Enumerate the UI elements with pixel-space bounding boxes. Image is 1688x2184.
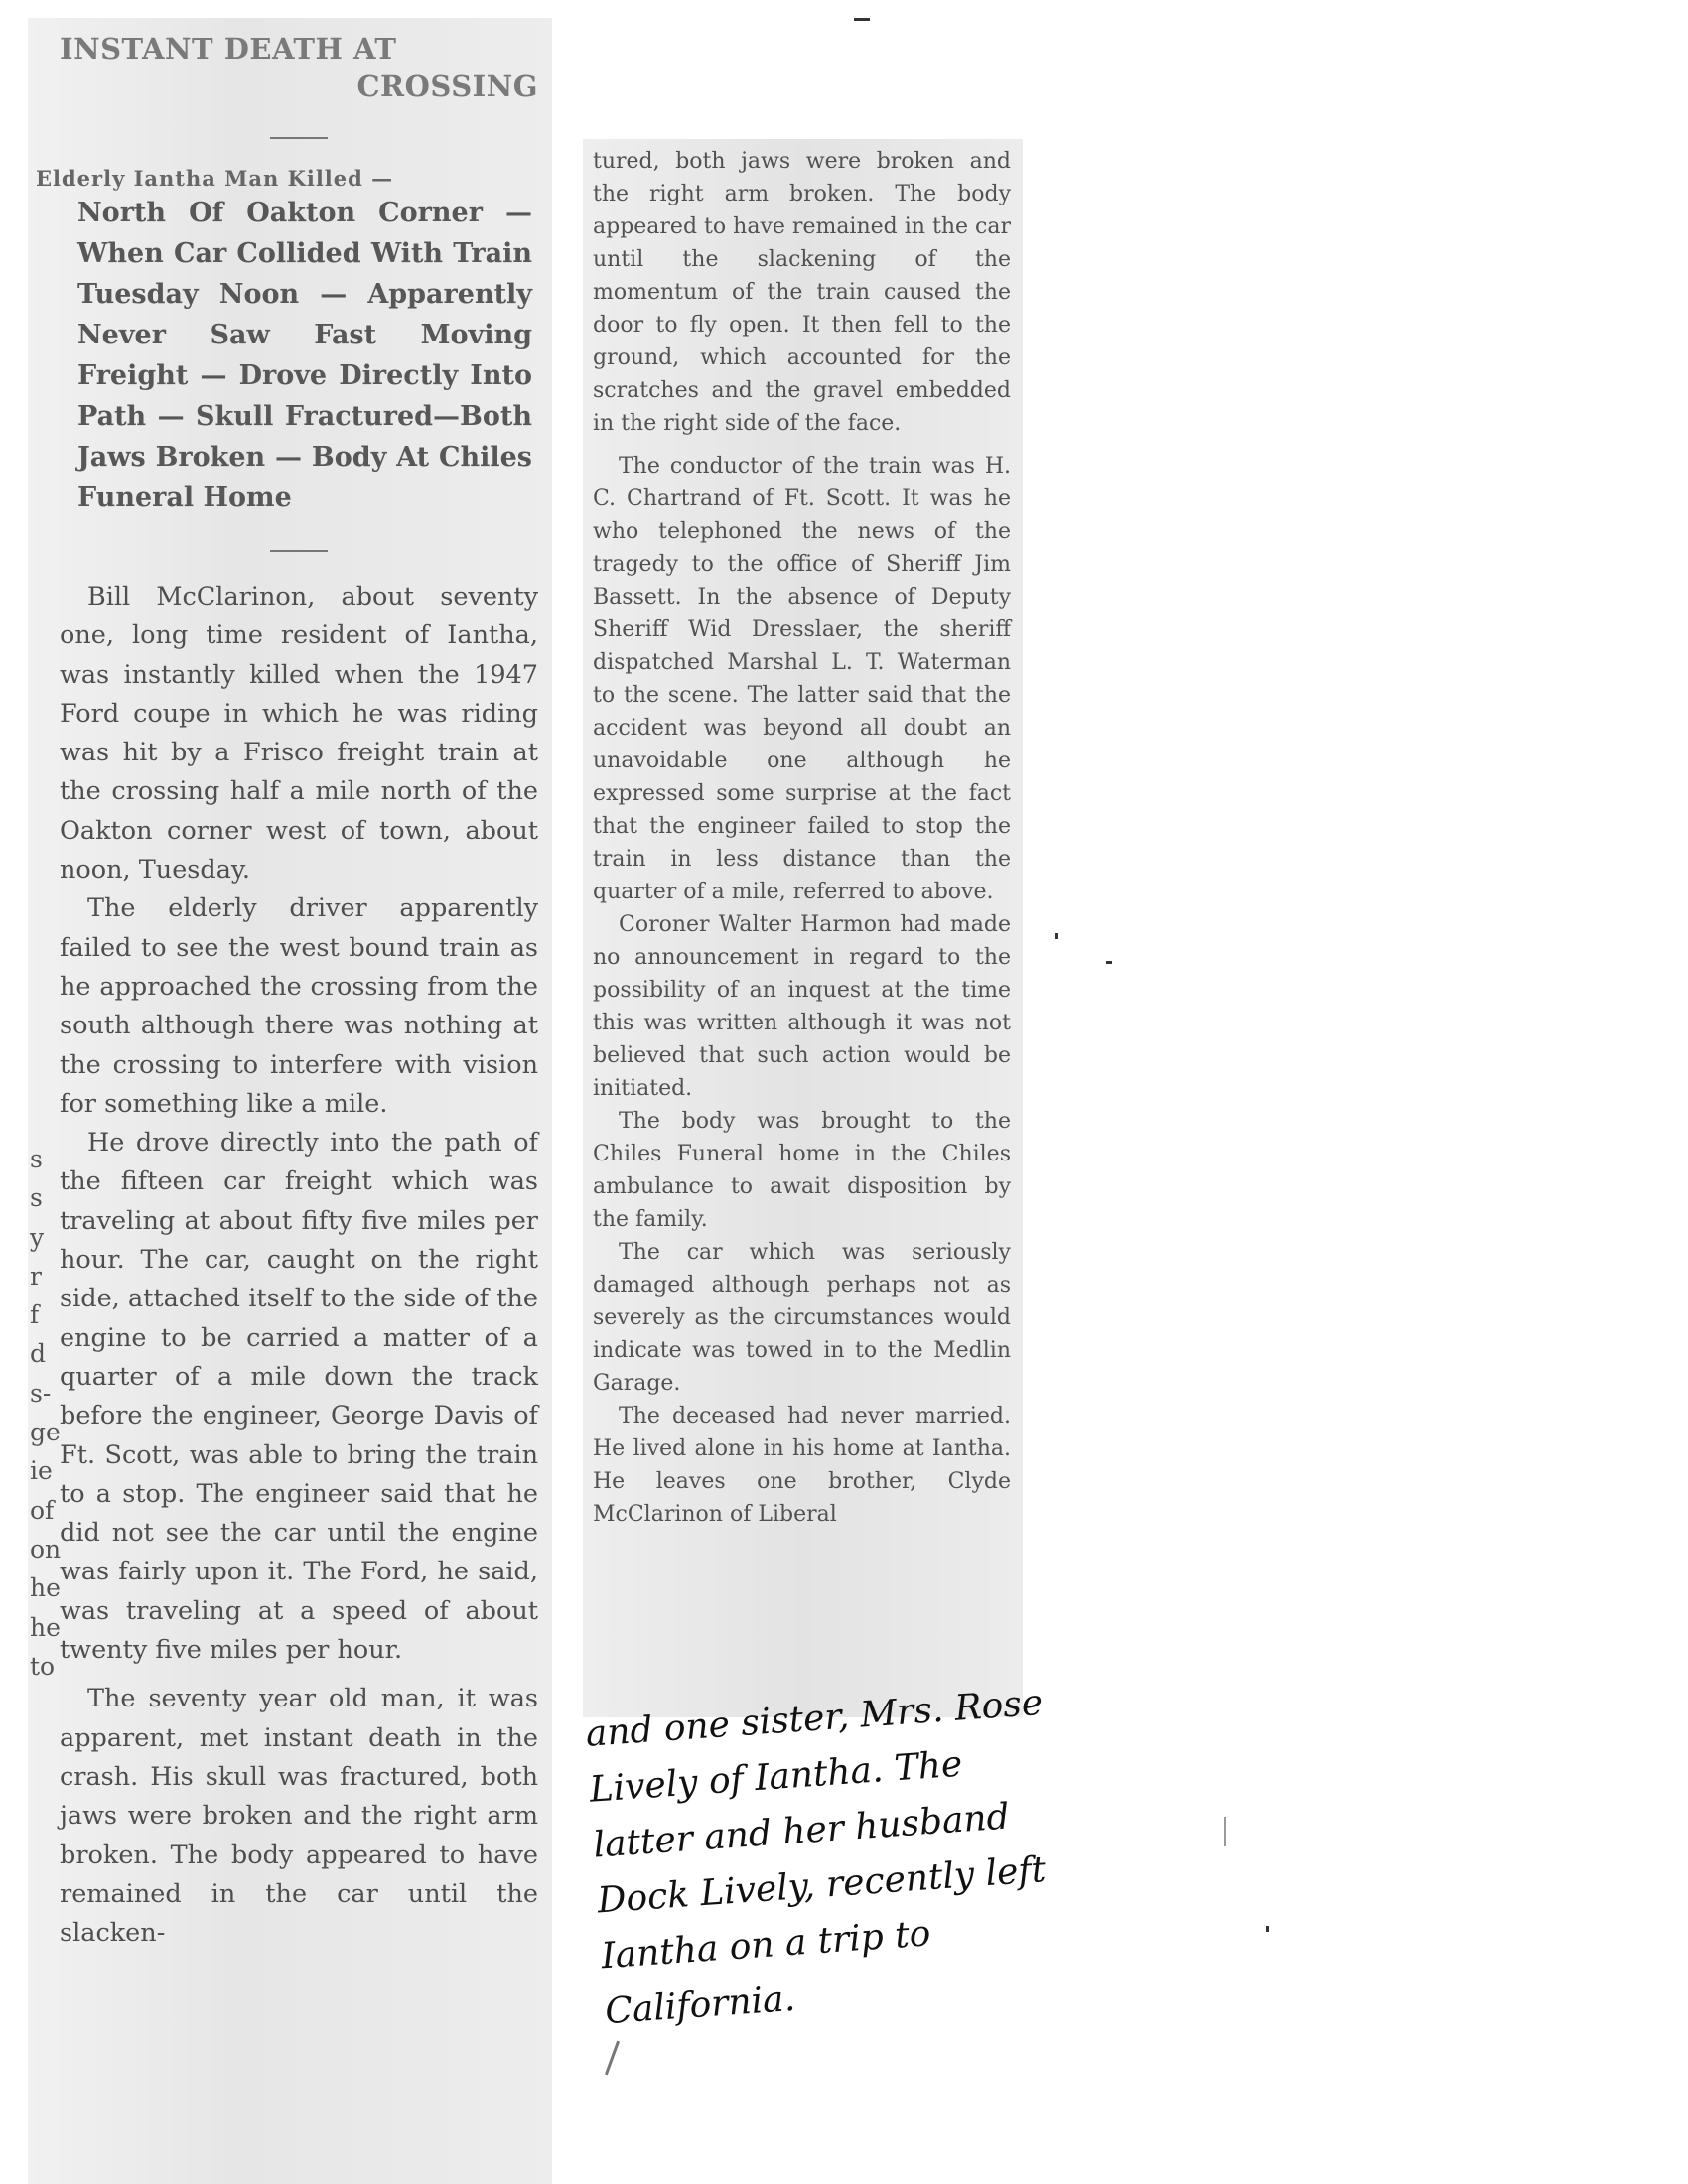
article-paragraph-1-text: Bill McClarinon, about seventy one, long time resident of Iantha, was instantly killed when the 1947 Ford coupe in which he was riding was hit by a Frisco freight train at the crossing half a mile north of the Oakton corner west of town, about noon, Tuesday.	[60, 582, 538, 886]
article-paragraph-4-text: The seventy year old man, it was apparent, met instant death in the crash. His skull was fractured, both jaws were broken and the right arm broken. The body appeared to have remained in the car until the slacken-	[60, 1684, 538, 1949]
continuation-paragraph-1: tured, both jaws were broken and the right arm broken. The body appeared to have remained in the car until the slackening of the momentum of the train caused the door to fly open. It then fell to the ground, which accounted for the scratches and the gravel embedded in the right side of the face.	[593, 149, 1011, 436]
continuation-paragraph-6-text: The deceased had never married. He lived alone in his home at Iantha. He leaves one brother, Clyde McClarinon of Liberal	[593, 1404, 1011, 1527]
scan-speck	[605, 2041, 620, 2076]
headline-line-1: INSTANT DEATH AT	[60, 32, 397, 66]
adjacent-column-edge-letters: s s y r f d s- ge ie of on he he to	[30, 1145, 62, 1681]
continuation-paragraph-5	[593, 1236, 1011, 1400]
article-paragraph-1	[60, 578, 538, 889]
continuation-paragraph-6	[593, 1400, 1011, 1531]
deck-first-line: Elderly Iantha Man Killed —	[36, 166, 394, 191]
continuation-paragraph-4-text: The body was brought to the Chiles Funeral home in the Chiles ambulance to await disposition by the family.	[593, 1109, 1011, 1232]
continuation-paragraph-2	[593, 450, 1011, 908]
continuation-paragraph-3-text: Coroner Walter Harmon had made no announcement in regard to the possibility of an inquest at the time this was written although it was not believed that such action would be initiated.	[593, 912, 1011, 1101]
continuation-paragraph-3	[593, 908, 1011, 1105]
headline-deck: North Of Oakton Corner — When Car Collided With Train Tuesday Noon — Apparently Never Saw Fast Moving Freight — Drove Directly Into Path — Skull Fractured—Both Jaws Broken — Body At Chiles Funeral Home	[77, 198, 532, 513]
scan-speck	[1266, 1926, 1269, 1932]
headline-line-2: CROSSING	[356, 69, 538, 103]
article-paragraph-2	[60, 889, 538, 1124]
article-paragraph-2-text: The elderly driver apparently failed to see the west bound train as he approached the crossing from the south although there was nothing at the crossing to interfere with vision for something like a mile.	[60, 893, 538, 1119]
continuation-paragraph-5-text: The car which was seriously damaged although perhaps not as severely as the circumstances would indicate was towed in to the Medlin Garage.	[593, 1240, 1011, 1396]
scan-speck	[854, 18, 870, 21]
newspaper-clipping-continuation	[583, 139, 1023, 1717]
scan-speck	[1106, 961, 1112, 964]
headline-rule	[270, 137, 328, 139]
scan-speck	[1055, 933, 1058, 939]
continuation-paragraph-4	[593, 1105, 1011, 1236]
paragraph-gap	[593, 440, 1011, 450]
newspaper-clipping-main	[28, 18, 552, 2184]
scan-speck	[1224, 1817, 1226, 1846]
continuation-paragraph-2-text: The conductor of the train was H. C. Chartrand of Ft. Scott. It was he who telephoned the news of the tragedy to the office of Sheriff Jim Bassett. In the absence of Deputy Sheriff Wid Dresslaer, the sheriff dispatched Marshal L. T. Waterman to the scene. The latter said that the accident was beyond all doubt an unavoidable one although he expressed some surprise at the fact that the engineer failed to stop the train in less distance than the quarter of a mile, referred to above.	[593, 454, 1011, 904]
article-paragraph-4	[60, 1680, 538, 1953]
deck-rule	[270, 550, 328, 552]
handwritten-note: and one sister, Mrs. Rose Lively of Iantha. The latter and her husband Dock Lively, recently left Iantha on a trip to California.	[584, 1682, 1048, 2033]
article-paragraph-3	[60, 1124, 538, 1670]
paragraph-gap	[60, 1670, 538, 1680]
article-paragraph-3-text: He drove directly into the path of the fifteen car freight which was traveling at about fifty five miles per hour. The car, caught on the right side, attached itself to the side of the engine to be carried a matter of a quarter of a mile down the track before the engineer, George Davis of Ft. Scott, was able to bring the train to a stop. The engineer said that he did not see the car until the engine was fairly upon it. The Ford, he said, was traveling at a speed of about twenty five miles per hour.	[60, 1128, 538, 1666]
